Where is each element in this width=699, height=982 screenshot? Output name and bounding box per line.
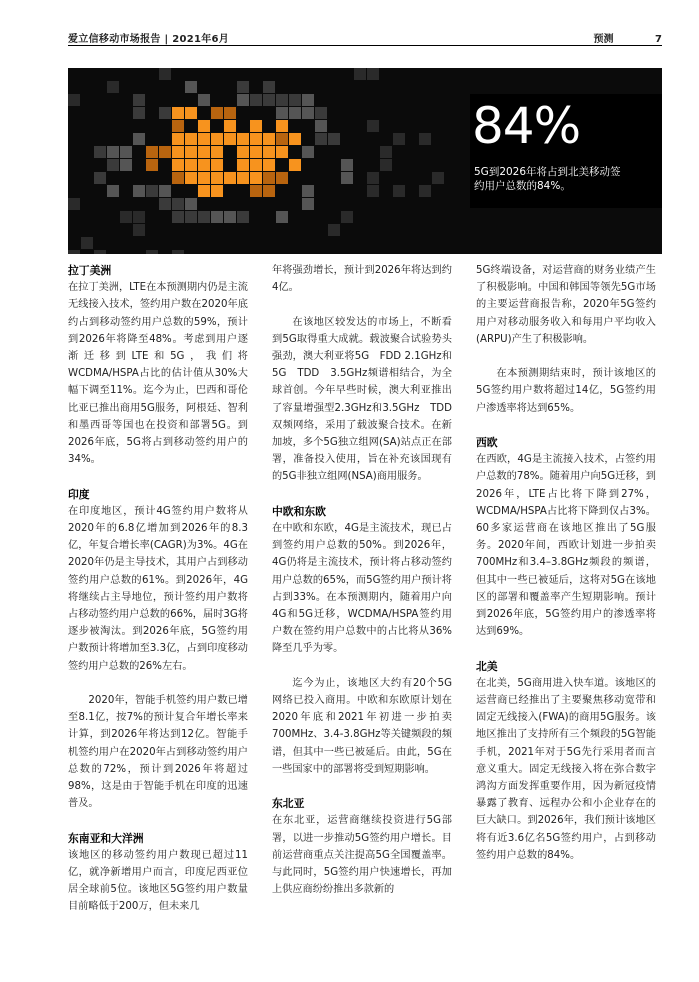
hero-caption: 5G到2026年将占到北美移动签约用户总数的84%。 [474, 166, 621, 192]
map-pixel [211, 185, 223, 197]
map-pixel [172, 107, 184, 119]
page-header [68, 26, 662, 46]
map-pixel [419, 185, 431, 197]
map-pixel [107, 185, 119, 197]
page-number: 7 [655, 34, 662, 45]
map-pixel [237, 172, 249, 184]
map-pixel [263, 146, 275, 158]
map-pixel [68, 250, 80, 254]
map-pixel [237, 81, 249, 93]
map-pixel [185, 107, 197, 119]
map-pixel [341, 172, 353, 184]
map-pixel [120, 211, 132, 223]
map-pixel [380, 159, 392, 171]
map-pixel [133, 107, 145, 119]
map-pixel [367, 172, 379, 184]
map-pixel [419, 133, 431, 145]
map-pixel [393, 133, 405, 145]
header-rule [68, 45, 662, 46]
map-pixel [81, 237, 93, 249]
hero-stat: 84% [472, 97, 581, 155]
map-pixel [172, 250, 184, 254]
map-pixel [211, 146, 223, 158]
map-pixel [211, 172, 223, 184]
map-pixel [94, 172, 106, 184]
column-1 [68, 262, 248, 916]
map-pixel [224, 133, 236, 145]
map-pixel [302, 146, 314, 158]
map-pixel [367, 120, 379, 132]
map-pixel [289, 107, 301, 119]
map-pixel [263, 172, 275, 184]
map-pixel [172, 211, 184, 223]
map-pixel [94, 250, 106, 254]
map-pixel [224, 107, 236, 119]
column-3 [476, 262, 656, 864]
map-pixel [172, 133, 184, 145]
map-pixel [354, 68, 366, 80]
map-pixel [68, 94, 80, 106]
map-pixel [107, 81, 119, 93]
map-pixel [198, 133, 210, 145]
map-pixel [185, 146, 197, 158]
map-pixel [263, 81, 275, 93]
map-pixel [198, 159, 210, 171]
map-pixel [146, 250, 158, 254]
paragraph-southeast-asia-cont: 年将强劲增长，预计到2026年将达到约4亿。 [272, 265, 452, 294]
section-label: 预测 [593, 34, 614, 45]
map-pixel [276, 211, 288, 223]
map-pixel [263, 159, 275, 171]
map-pixel [289, 94, 301, 106]
map-pixel [211, 107, 223, 119]
map-pixel [172, 172, 184, 184]
map-pixel [198, 120, 210, 132]
heading-western-europe: 西欧 [476, 436, 498, 449]
map-pixel [198, 211, 210, 223]
map-pixel [133, 133, 145, 145]
map-pixel [250, 159, 262, 171]
map-pixel [159, 68, 171, 80]
column-2 [272, 262, 452, 898]
map-pixel [120, 146, 132, 158]
hero-banner [68, 68, 662, 254]
map-pixel [276, 133, 288, 145]
map-pixel [224, 120, 236, 132]
map-pixel [289, 133, 301, 145]
map-pixel [263, 133, 275, 145]
paragraph-northeast-asia-2: 在本预测期结束时，预计该地区的5G签约用户数将超过14亿，5G签约用户渗透率将达到65%。 [476, 368, 656, 414]
map-pixel [120, 159, 132, 171]
map-pixel [380, 146, 392, 158]
map-pixel [146, 185, 158, 197]
map-pixel [315, 133, 327, 145]
heading-latin-america: 拉丁美洲 [68, 264, 112, 277]
map-pixel [302, 107, 314, 119]
map-pixel [289, 159, 301, 171]
map-pixel [159, 146, 171, 158]
map-pixel [250, 172, 262, 184]
map-pixel [185, 198, 197, 210]
map-pixel [146, 146, 158, 158]
map-pixel [211, 159, 223, 171]
map-pixel [133, 211, 145, 223]
map-pixel [250, 120, 262, 132]
map-pixel [367, 68, 379, 80]
map-pixel [224, 211, 236, 223]
paragraph-northeast-asia-cont: 5G终端设备，对运营商的财务业绩产生了积极影响。中国和韩国等领先5G市场的主要运营商报告称，2020年5G签约用户对移动服务收入和每用户平均收入(ARPU)产生了积极影响。 [476, 265, 656, 345]
map-pixel [276, 94, 288, 106]
report-title: 爱立信移动市场报告 | 2021年6月 [68, 34, 230, 45]
map-pixel [133, 94, 145, 106]
map-pixel [341, 211, 353, 223]
map-pixel [107, 159, 119, 171]
map-pixel [263, 185, 275, 197]
map-pixel [276, 146, 288, 158]
paragraph-northeast-asia: 在东北亚，运营商继续投资进行5G部署，以进一步推动5G签约用户增长。目前运营商重点关注提高5G全国覆盖率。与此同时，5G签约用户快速增长，再加上供应商纷纷推出多款新的 [272, 815, 452, 896]
map-pixel [185, 81, 197, 93]
map-pixel [237, 211, 249, 223]
map-pixel [172, 198, 184, 210]
map-pixel [185, 133, 197, 145]
paragraph-india-1: 在印度地区，预计4G签约用户数将从2020年的6.8亿增加到2026年的8.3亿，年复合增长率(CAGR)为3%。4G在2020年仍是主导技术，其用户占到移动签约用户总数的61%。到2026年，4G将继续占主导地位，预计签约用户数将占移动签约用户总数的66%，届时3G将逐步被淘汰。到2026年底，5G签约用户数预计将增加至3.3亿，占到印度移动签约用户总数的26%左右。 [68, 505, 248, 672]
map-pixel [133, 185, 145, 197]
map-pixel [302, 185, 314, 197]
paragraph-southeast-asia: 该地区的移动签约用户数现已超过11亿，就净新增用户而言，印度尼西亚位居全球前5位。该地区5G签约用户数量目前略低于200万，但未来几 [68, 849, 248, 913]
map-pixel [198, 172, 210, 184]
map-pixel [250, 146, 262, 158]
map-pixel [367, 185, 379, 197]
heading-southeast-asia: 东南亚和大洋洲 [68, 831, 144, 845]
map-pixel [185, 172, 197, 184]
paragraph-india-2: 2020年，智能手机签约用户数已增至8.1亿，按7%的预计复合年增长率来计算，到2026年将达到12亿。智能手机签约用户在2020年占到移动签约用户总数的72%，预计到2026年将超过98%，这是由于智能手机在印度的迅速普及。 [68, 695, 248, 810]
map-pixel [172, 146, 184, 158]
map-pixel [159, 185, 171, 197]
map-pixel [263, 94, 275, 106]
map-pixel [315, 120, 327, 132]
heading-central-eastern-europe: 中欧和东欧 [272, 504, 326, 518]
map-pixel [237, 146, 249, 158]
paragraph-central-eastern-europe-2: 迄今为止，该地区大约有20个5G网络已投入商用。中欧和东欧原计划在2020年底和2021年初进一步拍卖700MHz、3.4-3.8GHz等关键频段的频谱，但其中一些已被延后。由此，5G在一些国家中的部署将受到短期影响。 [272, 677, 452, 775]
map-pixel [250, 133, 262, 145]
map-pixel [237, 159, 249, 171]
map-pixel [198, 185, 210, 197]
map-pixel [328, 224, 340, 236]
map-pixel [302, 198, 314, 210]
heading-india: 印度 [68, 487, 90, 501]
map-pixel [94, 146, 106, 158]
map-pixel [276, 107, 288, 119]
map-pixel [198, 146, 210, 158]
map-pixel [68, 198, 80, 210]
map-pixel [211, 133, 223, 145]
paragraph-southeast-asia-2: 在该地区较发达的市场上，不断看到5G取得重大成就。载波聚合试验势头强劲，澳大利亚将5G FDD 2.1GHz和5G TDD 3.5GHz频谱相结合，为全球首创。今年早些时候，澳大利亚推出了容量增强型2.3GHz和3.5GHz TDD双频网络，采用了载波聚合技术。在新加坡，多个5G独立组网(SA)站点正在部署，准备投入使用，旨在补充该国现有的5G非独立组网(NSA)商用服务。 [272, 316, 452, 483]
map-pixel [250, 94, 262, 106]
map-pixel [198, 94, 210, 106]
map-pixel [185, 211, 197, 223]
map-pixel [432, 172, 444, 184]
map-pixel [211, 211, 223, 223]
map-pixel [276, 120, 288, 132]
heading-north-america: 北美 [476, 659, 498, 673]
map-pixel [133, 224, 145, 236]
map-pixel [276, 172, 288, 184]
map-pixel [328, 133, 340, 145]
heading-northeast-asia: 东北亚 [272, 797, 305, 811]
map-pixel [185, 159, 197, 171]
map-pixel [237, 94, 249, 106]
map-pixel [237, 133, 249, 145]
map-pixel [159, 107, 171, 119]
paragraph-north-america: 在北美，5G商用进入快车道。该地区的运营商已经推出了主要聚焦移动宽带和固定无线接入(FWA)的商用5G服务。该地区推出了支持所有三个频段的5G智能手机，2021年对于5G先行采用者而言意义重大。固定无线接入将在弥合数字鸿沟方面发挥重要作用，因为新冠疫情暴露了教育、远程办公和小企业存在的巨大缺口。到2026年，我们预计该地区将有近3.6亿名5G签约用户，占到移动签约用户总数的84%。 [476, 677, 656, 861]
map-pixel [172, 120, 184, 132]
map-pixel [302, 94, 314, 106]
map-pixel [341, 159, 353, 171]
map-pixel [159, 198, 171, 210]
map-pixel [146, 159, 158, 171]
map-pixel [107, 146, 119, 158]
header-right [556, 30, 662, 45]
map-pixel [250, 185, 262, 197]
paragraph-latin-america: 在拉丁美洲，LTE在本预测期内仍是主流无线接入技术，签约用户数在2020年底约占到移动签约用户总数的59%，预计到2026年将降至48%。考虑到用户逐渐迁移到LTE和5G，我们将WCDMA/HSPA占比的估计值从30%大幅下调至11%。迄今为止，巴西和哥伦比亚已推出商用5G服务，阿根廷、智利和墨西哥等国也在投资和部署5G。到2026年底，5G将占到移动签约用户的34%。 [68, 282, 248, 466]
map-pixel [393, 185, 405, 197]
map-pixel [224, 172, 236, 184]
paragraph-central-eastern-europe-1: 在中欧和东欧，4G是主流技术，现已占到签约用户总数的50%。到2026年，4G仍将是主流技术，预计将占移动签约用户总数的65%，而5G签约用户预计将占到33%。在本预测期内，随着用户向4G和5G迁移，WCDMA/HSPA签约用户数在签约用户总数中的占比将从36%降至几乎为零。 [272, 523, 452, 655]
map-pixel [315, 107, 327, 119]
paragraph-western-europe: 在西欧，4G是主流接入技术，占签约用户总数的78%。随着用户向5G迁移，到2026年，LTE占比将下降到27%，WCDMA/HSPA占比将下降到仅占3%。60多家运营商在该地区推出了5G服务。2020年间，西欧计划进一步拍卖700MHz和3.4–3.8GHz频段的频谱，但其中一些已被延后，这将对5G在该地区的部署和覆盖率产生短期影响。预计到2026年底，5G签约用户的渗透率将达到69%。 [476, 454, 656, 638]
map-pixel [172, 159, 184, 171]
